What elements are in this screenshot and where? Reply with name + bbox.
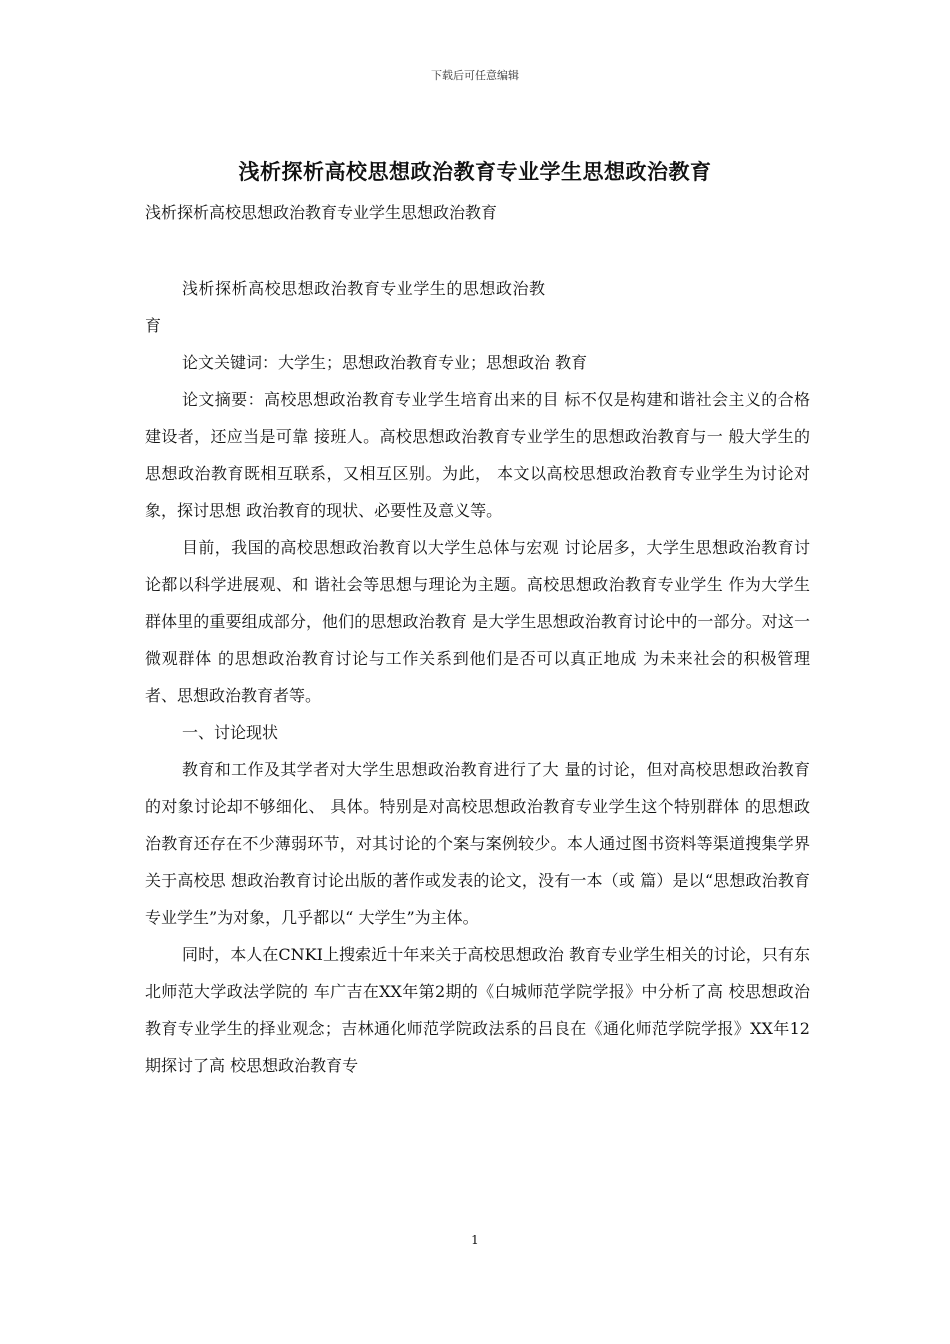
paragraph-intro: 目前，我国的高校思想政治教育以大学生总体与宏观 讨论居多，大学生思想政治教育讨论都以科学进展观、和 谐社会等思想与理论为主题。高校思想政治教育专业学生 作为大学生群体里的重要组成部分，他们的思想政治教育 是大学生思想政治教育讨论中的一部分。对这一微观群体 的思想政治教育讨论与工作关系到他们是否可以真正地成 为未来社会的积极管理者、思想政治教育者等。 <box>145 538 810 705</box>
section-heading: 一、讨论现状 <box>182 723 279 742</box>
paragraph-cnki: 同时，本人在CNKI上搜索近十年来关于高校思想政治 教育专业学生相关的讨论，只有东北师范大学政法学院的 车广吉在XX年第2期的《白城师范学院学报》中分析了高 校思想政治教育专业学生的择业观念；吉林通化师范学院政法系的吕良在《通化师范学院学报》XX年12期探讨了高 校思想政治教育专 <box>145 945 810 1075</box>
document-body <box>145 270 810 1084</box>
document-title: 浅析探析高校思想政治教育专业学生思想政治教育 <box>238 159 712 184</box>
page-header: 下载后可任意编辑 <box>431 69 519 82</box>
paragraph-abstract: 论文摘要：高校思想政治教育专业学生培育出来的目 标不仅是构建和谐社会主义的合格建设者，还应当是可靠 接班人。高校思想政治教育专业学生的思想政治教育与一 般大学生的思想政治教育既相互联系，又相互区别。为此， 本文以高校思想政治教育专业学生为讨论对象，探讨思想 政治教育的现状、必要性及意义等。 <box>145 390 810 520</box>
document-subtitle: 浅析探析高校思想政治教育专业学生思想政治教育 <box>145 203 498 222</box>
paragraph-keywords: 论文关键词：大学生；思想政治教育专业；思想政治 教育 <box>182 353 588 372</box>
page-number: 1 <box>471 1233 479 1247</box>
paragraph-heading: 浅析探析高校思想政治教育专业学生的思想政治教育 <box>145 279 545 335</box>
paragraph-status: 教育和工作及其学者对大学生思想政治教育进行了大 量的讨论，但对高校思想政治教育的对象讨论却不够细化、 具体。特别是对高校思想政治教育专业学生这个特别群体 的思想政治教育还存在不少薄弱环节，对其讨论的个案与案例较少。本人通过图书资料等渠道搜集学界关于高校思 想政治教育讨论出版的著作或发表的论文，没有一本（或 篇）是以“思想政治教育专业学生”为对象，几乎都以“ 大学生”为主体。 <box>145 760 810 927</box>
